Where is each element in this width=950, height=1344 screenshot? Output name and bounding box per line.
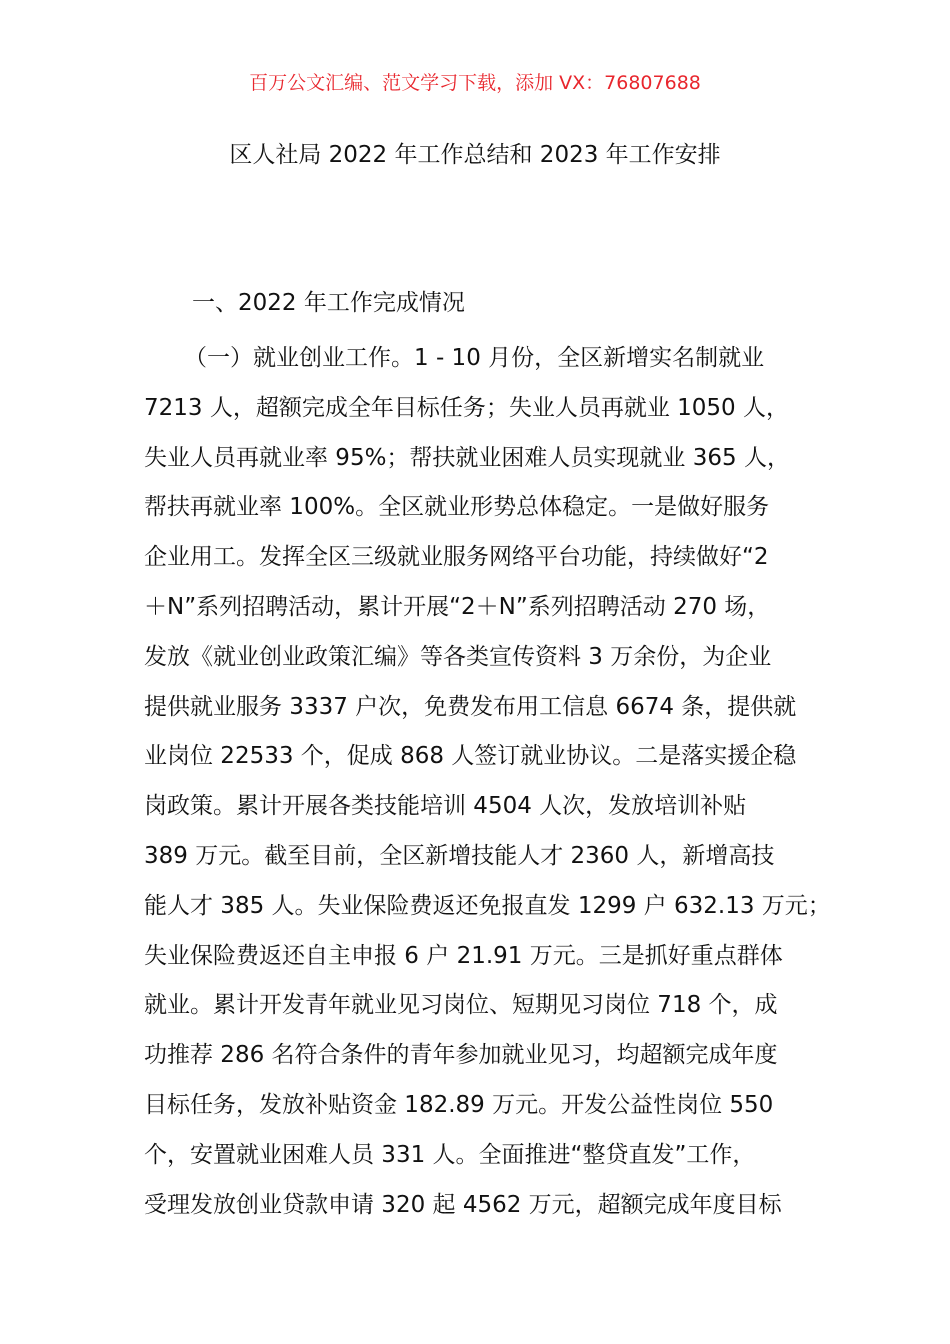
- paragraph-line: 能人才 385 人。失业保险费返还免报直发 1299 户 632.13 万元；: [144, 892, 831, 919]
- paragraph-line: ＋N”系列招聘活动，累计开展“2＋N”系列招聘活动 270 场，: [144, 593, 771, 620]
- paragraph-line: 业岗位 22533 个，促成 868 人签订就业协议。二是落实援企稳: [144, 743, 797, 770]
- paragraph-line: 目标任务，发放补贴资金 182.89 万元。开发公益性岗位 550: [144, 1091, 774, 1118]
- watermark-banner: 百万公文汇编、范文学习下载，添加 VX：76807688: [249, 72, 701, 94]
- document-title: 区人社局 2022 年工作总结和 2023 年工作安排: [229, 142, 721, 168]
- paragraph-line: 失业保险费返还自主申报 6 户 21.91 万元。三是抓好重点群体: [144, 942, 783, 969]
- paragraph-line: 企业用工。发挥全区三级就业服务网络平台功能，持续做好“2: [144, 544, 769, 571]
- paragraph-line: 389 万元。截至目前，全区新增技能人才 2360 人，新增高技: [144, 842, 775, 869]
- paragraph-line: （一）就业创业工作。1 - 10 月份，全区新增实名制就业: [184, 345, 765, 371]
- paragraph-line: 岗政策。累计开展各类技能培训 4504 人次，发放培训补贴: [144, 793, 747, 820]
- paragraph-line: 提供就业服务 3337 户次，免费发布用工信息 6674 条，提供就: [144, 693, 797, 720]
- paragraph-line: 7213 人，超额完成全年目标任务；失业人员再就业 1050 人，: [144, 394, 789, 421]
- paragraph-line: 就业。累计开发青年就业见习岗位、短期见习岗位 718 个，成: [144, 992, 778, 1019]
- paragraph-line: 功推荐 286 名符合条件的青年参加就业见习，均超额完成年度: [144, 1042, 778, 1069]
- section-heading: 一、2022 年工作完成情况: [192, 290, 465, 316]
- paragraph-line: 失业人员再就业率 95%；帮扶就业困难人员实现就业 365 人，: [144, 444, 790, 471]
- paragraph-line: 个，安置就业困难人员 331 人。全面推进“整贷直发”工作，: [144, 1141, 756, 1168]
- paragraph-line: 发放《就业创业政策汇编》等各类宣传资料 3 万余份，为企业: [144, 643, 772, 670]
- body-paragraph: [144, 334, 831, 1230]
- paragraph-line: 帮扶再就业率 100%。全区就业形势总体稳定。一是做好服务: [144, 494, 770, 521]
- paragraph-line: 受理发放创业贷款申请 320 起 4562 万元，超额完成年度目标: [144, 1191, 782, 1218]
